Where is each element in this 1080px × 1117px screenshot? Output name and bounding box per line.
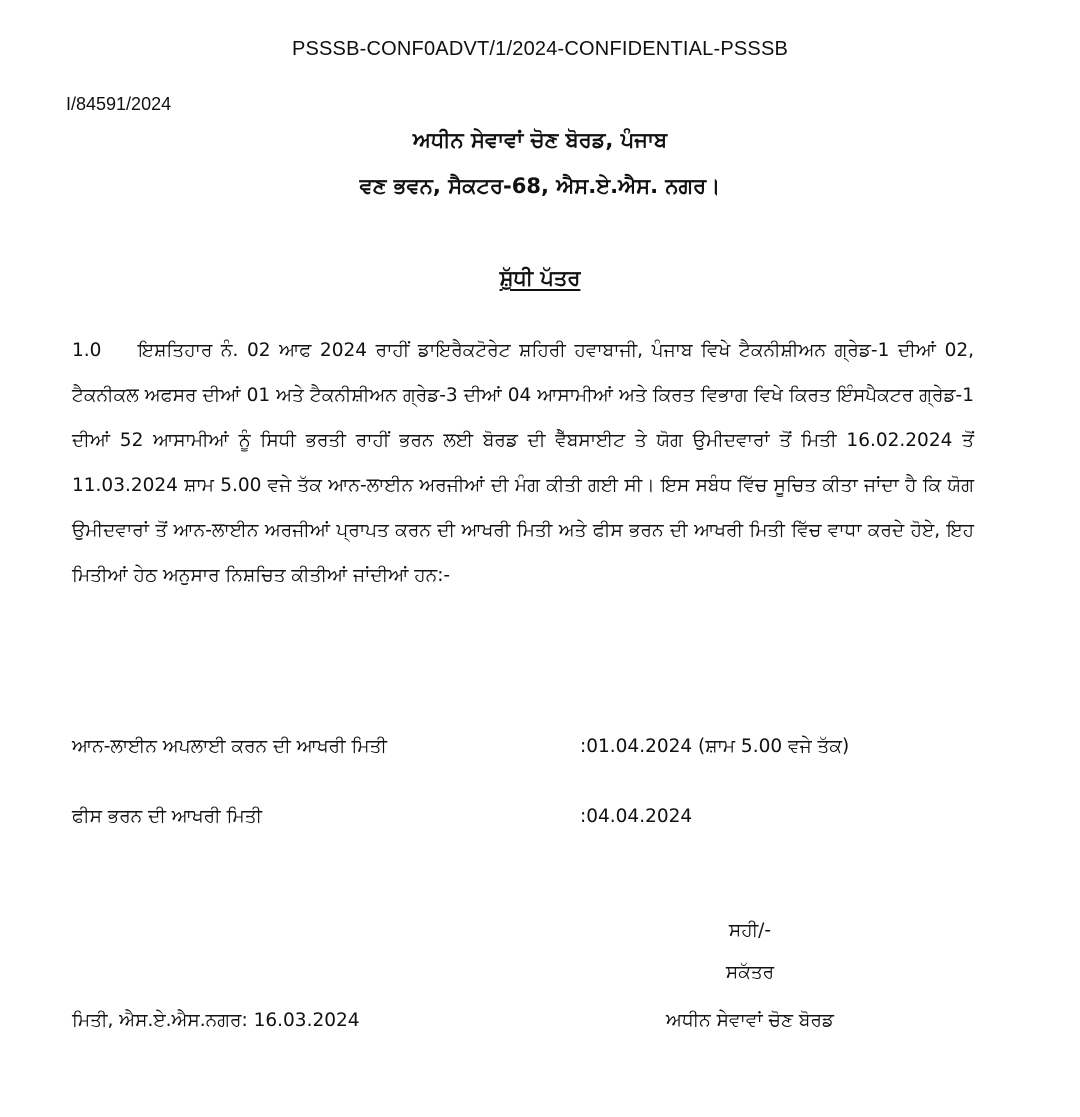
signature-mark: ਸਹੀ/-	[728, 920, 772, 941]
date-label: ਫੀਸ ਭਰਨ ਦੀ ਆਖਰੀ ਮਿਤੀ	[72, 806, 263, 827]
signatory-office: ਅਧੀਨ ਸੇਵਾਵਾਂ ਚੋਣ ਬੋਰਡ	[666, 1010, 834, 1031]
place-and-date: ਮਿਤੀ, ਐਸ.ਏ.ਐਸ.ਨਗਰ: 16.03.2024	[72, 1010, 360, 1031]
signatory-designation: ਸਕੱਤਰ	[725, 962, 775, 983]
paragraph-number: 1.0	[72, 340, 102, 361]
confidential-header: PSSSB-CONF0ADVT/1/2024-CONFIDENTIAL-PSSSB	[291, 38, 789, 60]
date-value: :04.04.2024	[580, 806, 693, 827]
paragraph-text: ਇਸ਼ਤਿਹਾਰ ਨੰ. 02 ਆਫ 2024 ਰਾਹੀਂ ਡਾਇਰੈਕਟੋਰੇਟ ਸ਼ਹਿਰੀ ਹਵਾਬਾਜੀ, ਪੰਜਾਬ ਵਿਖੇ ਟੈਕਨੀਸ਼ੀਅਨ ਗ੍ਰੇਡ-1 ਦੀਆਂ 02, ਟੈਕਨੀਕਲ ਅਫਸਰ ਦੀਆਂ 01 ਅਤੇ ਟੈਕਨੀਸ਼ੀਅਨ ਗ੍ਰੇਡ-3 ਦੀਆਂ 04 ਆਸਾਮੀਆਂ ਅਤੇ ਕਿਰਤ ਵਿਭਾਗ ਵਿਖੇ ਕਿਰਤ ਇੰਸਪੈਕਟਰ ਗ੍ਰੇਡ-1 ਦੀਆਂ 52 ਆਸਾਮੀਆਂ ਨੂੰ ਸਿਧੀ ਭਰਤੀ ਰਾਹੀਂ ਭਰਨ ਲਈ ਬੋਰਡ ਦੀ ਵੈੱਬਸਾਈਟ ਤੇ ਯੋਗ ਉਮੀਦਵਾਰਾਂ ਤੋਂ ਮਿਤੀ 16.02.2024 ਤੋਂ 11.03.2024 ਸ਼ਾਮ 5.00 ਵਜੇ ਤੱਕ ਆਨ-ਲਾਈਨ ਅਰਜੀਆਂ ਦੀ ਮੰਗ ਕੀਤੀ ਗਈ ਸੀ। ਇਸ ਸਬੰਧ ਵਿੱਚ ਸੂਚਿਤ ਕੀਤਾ ਜਾਂਦਾ ਹੈ ਕਿ ਯੋਗ ਉਮੀਦਵਾਰਾਂ ਤੋਂ ਆਨ-ਲਾਈਨ ਅਰਜੀਆਂ ਪ੍ਰਾਪਤ ਕਰਨ ਦੀ ਆਖਰੀ ਮਿਤੀ ਅਤੇ ਫੀਸ ਭਰਨ ਦੀ ਆਖਰੀ ਮਿਤੀ ਵਿੱਚ ਵਾਧਾ ਕਰਦੇ ਹੋਏ, ਇਹ ਮਿਤੀਆਂ ਹੇਠ ਅਨੁਸਾਰ ਨਿਸ਼ਚਿਤ ਕੀਤੀਆਂ ਜਾਂਦੀਆਂ ਹਨ:-	[72, 340, 974, 586]
document-title-text: ਸ਼ੁੱਧੀ ਪੱਤਰ	[499, 266, 581, 290]
body-paragraph	[72, 328, 974, 598]
document-title	[0, 266, 1080, 291]
organization-address: ਵਣ ਭਵਨ, ਸੈਕਟਰ-68, ਐਸ.ਏ.ਐਸ. ਨਗਰ।	[359, 174, 721, 198]
date-value: :01.04.2024 (ਸ਼ਾਮ 5.00 ਵਜੇ ਤੱਕ)	[580, 736, 850, 757]
reference-number: I/84591/2024	[66, 94, 172, 114]
date-label: ਆਨ-ਲਾਈਨ ਅਪਲਾਈ ਕਰਨ ਦੀ ਆਖਰੀ ਮਿਤੀ	[72, 736, 388, 757]
organization-name: ਅਧੀਨ ਸੇਵਾਵਾਂ ਚੋਣ ਬੋਰਡ, ਪੰਜਾਬ	[412, 128, 668, 152]
